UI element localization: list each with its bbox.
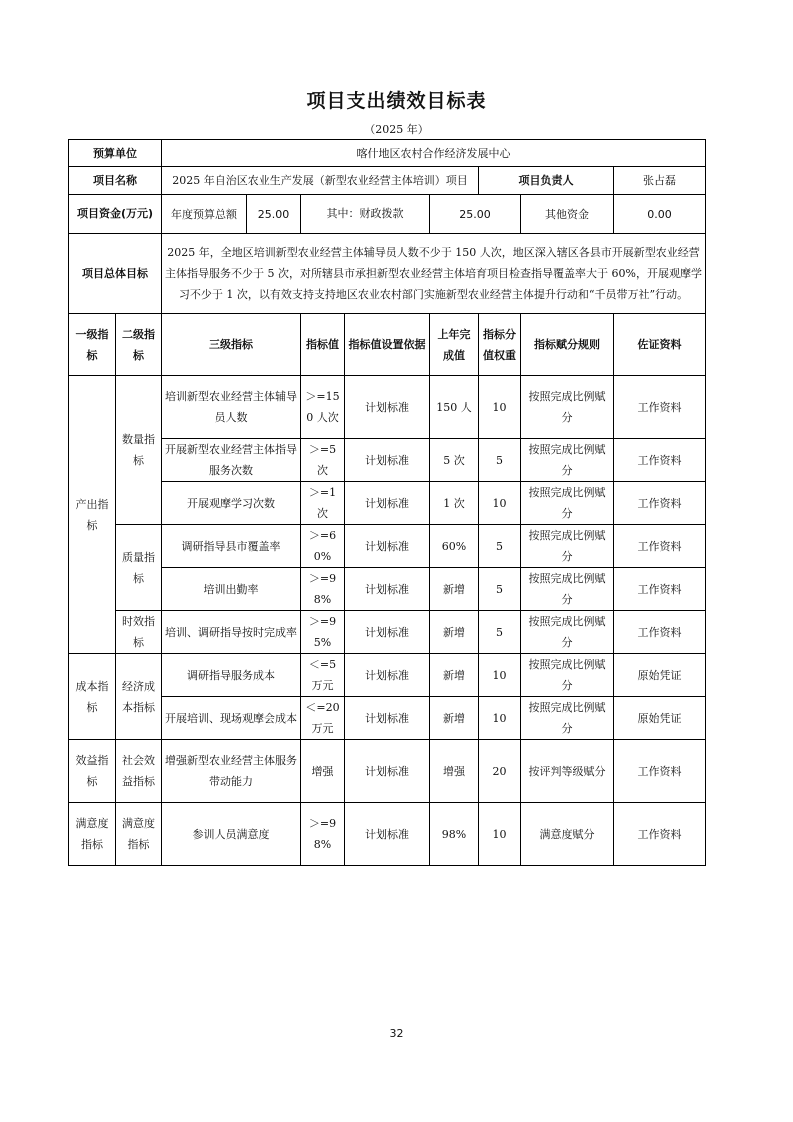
table-row bbox=[69, 439, 706, 482]
row-rule: 按照完成比例赋分 bbox=[521, 654, 614, 697]
row-prev: 新增 bbox=[430, 568, 479, 611]
col-weight: 指标分值权重 bbox=[479, 314, 521, 376]
group-economic-cost: 经济成本指标 bbox=[116, 654, 162, 740]
row-value: ＜=20 万元 bbox=[301, 697, 345, 740]
group-social-benefit: 社会效益指标 bbox=[116, 740, 162, 803]
col-basis: 指标值设置依据 bbox=[345, 314, 430, 376]
row-rule: 按评判等级赋分 bbox=[521, 740, 614, 803]
row-rule: 按照完成比例赋分 bbox=[521, 482, 614, 525]
fiscal-funds-label: 其中：财政拨款 bbox=[301, 195, 430, 234]
row-rule: 按照完成比例赋分 bbox=[521, 611, 614, 654]
row-prev: 新增 bbox=[430, 654, 479, 697]
group-timeliness: 时效指标 bbox=[116, 611, 162, 654]
row-weight: 10 bbox=[479, 376, 521, 439]
row-weight: 5 bbox=[479, 611, 521, 654]
performance-target-table bbox=[68, 139, 706, 866]
row-basis: 计划标准 bbox=[345, 803, 430, 866]
row-rule: 按照完成比例赋分 bbox=[521, 697, 614, 740]
row-evidence: 原始凭证 bbox=[614, 697, 706, 740]
group-output: 产出指标 bbox=[69, 376, 116, 654]
row-value: 增强 bbox=[301, 740, 345, 803]
row-value: ＞=150 人次 bbox=[301, 376, 345, 439]
row-value: ＞=98% bbox=[301, 803, 345, 866]
table-row bbox=[69, 611, 706, 654]
col-level1: 一级指标 bbox=[69, 314, 116, 376]
group-quality: 质量指标 bbox=[116, 525, 162, 611]
col-value: 指标值 bbox=[301, 314, 345, 376]
row-prev: 增强 bbox=[430, 740, 479, 803]
row-evidence: 工作资料 bbox=[614, 525, 706, 568]
row-evidence: 工作资料 bbox=[614, 376, 706, 439]
row-prev: 1 次 bbox=[430, 482, 479, 525]
other-funds-label: 其他资金 bbox=[521, 195, 614, 234]
col-rule: 指标赋分规则 bbox=[521, 314, 614, 376]
row-value: ＞=1 次 bbox=[301, 482, 345, 525]
row-evidence: 工作资料 bbox=[614, 611, 706, 654]
col-level2: 二级指标 bbox=[116, 314, 162, 376]
row-prev: 新增 bbox=[430, 611, 479, 654]
row-value: ＞=60% bbox=[301, 525, 345, 568]
project-owner-label: 项目负责人 bbox=[479, 167, 614, 195]
group-quantity: 数量指标 bbox=[116, 376, 162, 525]
row-indicator: 调研指导服务成本 bbox=[162, 654, 301, 697]
row-basis: 计划标准 bbox=[345, 740, 430, 803]
col-evidence: 佐证资料 bbox=[614, 314, 706, 376]
group-cost: 成本指标 bbox=[69, 654, 116, 740]
project-name-label: 项目名称 bbox=[69, 167, 162, 195]
project-funds-label: 项目资金(万元) bbox=[69, 195, 162, 234]
table-row bbox=[69, 482, 706, 525]
row-rule: 按照完成比例赋分 bbox=[521, 439, 614, 482]
fiscal-funds-value: 25.00 bbox=[430, 195, 521, 234]
page-number: 32 bbox=[389, 1027, 404, 1040]
row-basis: 计划标准 bbox=[345, 439, 430, 482]
annual-budget-value: 25.00 bbox=[246, 195, 300, 233]
year-label: （2025 年） bbox=[364, 123, 429, 136]
row-basis: 计划标准 bbox=[345, 697, 430, 740]
row-rule: 满意度赋分 bbox=[521, 803, 614, 866]
page-title: 项目支出绩效目标表 bbox=[306, 90, 487, 112]
row-indicator: 参训人员满意度 bbox=[162, 803, 301, 866]
row-indicator: 开展培训、现场观摩会成本 bbox=[162, 697, 301, 740]
col-prev: 上年完成值 bbox=[430, 314, 479, 376]
row-weight: 5 bbox=[479, 568, 521, 611]
row-value: ＞=95% bbox=[301, 611, 345, 654]
row-value: ＞=5 次 bbox=[301, 439, 345, 482]
row-weight: 10 bbox=[479, 697, 521, 740]
row-basis: 计划标准 bbox=[345, 525, 430, 568]
row-prev: 60% bbox=[430, 525, 479, 568]
overall-goal-text: 2025 年，全地区培训新型农业经营主体辅导员人数不少于 150 人次，地区深入辖区各县市开展新型农业经营主体指导服务不少于 5 次，对所辖县市承担新型农业经营主体培育项目检查指导覆盖率大于 60%，开展观摩学习不少于 1 次，以有效支持支持地区农业农村部门实施新型农业经营主体提升行动和“千员带万社”行动。 bbox=[162, 234, 706, 314]
budget-unit-value: 喀什地区农村合作经济发展中心 bbox=[162, 140, 706, 167]
annual-budget-label bbox=[162, 195, 301, 234]
table-row bbox=[69, 740, 706, 803]
project-owner-value: 张占磊 bbox=[614, 167, 706, 195]
row-rule: 按照完成比例赋分 bbox=[521, 525, 614, 568]
row-indicator: 增强新型农业经营主体服务带动能力 bbox=[162, 740, 301, 803]
group-satisfaction-sub: 满意度指标 bbox=[116, 803, 162, 866]
row-indicator: 培训、调研指导按时完成率 bbox=[162, 611, 301, 654]
other-funds-value: 0.00 bbox=[614, 195, 706, 234]
row-indicator: 培训新型农业经营主体辅导员人数 bbox=[162, 376, 301, 439]
row-rule: 按照完成比例赋分 bbox=[521, 376, 614, 439]
group-satisfaction: 满意度指标 bbox=[69, 803, 116, 866]
row-value: ＞=98% bbox=[301, 568, 345, 611]
table-row bbox=[69, 525, 706, 568]
row-indicator: 开展新型农业经营主体指导服务次数 bbox=[162, 439, 301, 482]
row-weight: 10 bbox=[479, 803, 521, 866]
group-benefit: 效益指标 bbox=[69, 740, 116, 803]
project-name-value: 2025 年自治区农业生产发展（新型农业经营主体培训）项目 bbox=[162, 167, 479, 195]
overall-goal-label: 项目总体目标 bbox=[69, 234, 162, 314]
row-evidence: 工作资料 bbox=[614, 439, 706, 482]
row-basis: 计划标准 bbox=[345, 611, 430, 654]
row-indicator: 调研指导县市覆盖率 bbox=[162, 525, 301, 568]
row-basis: 计划标准 bbox=[345, 376, 430, 439]
annual-budget-label-text: 年度预算总额 bbox=[171, 207, 237, 221]
row-basis: 计划标准 bbox=[345, 654, 430, 697]
row-evidence: 工作资料 bbox=[614, 740, 706, 803]
row-weight: 10 bbox=[479, 482, 521, 525]
row-evidence: 工作资料 bbox=[614, 482, 706, 525]
row-indicator: 开展观摩学习次数 bbox=[162, 482, 301, 525]
row-indicator: 培训出勤率 bbox=[162, 568, 301, 611]
row-basis: 计划标准 bbox=[345, 568, 430, 611]
row-prev: 5 次 bbox=[430, 439, 479, 482]
budget-unit-label: 预算单位 bbox=[69, 140, 162, 167]
row-weight: 5 bbox=[479, 439, 521, 482]
table-row bbox=[69, 654, 706, 697]
row-weight: 10 bbox=[479, 654, 521, 697]
table-row bbox=[69, 697, 706, 740]
row-prev: 150 人 bbox=[430, 376, 479, 439]
row-weight: 5 bbox=[479, 525, 521, 568]
table-row bbox=[69, 803, 706, 866]
row-evidence: 工作资料 bbox=[614, 803, 706, 866]
row-prev: 98% bbox=[430, 803, 479, 866]
table-row bbox=[69, 376, 706, 439]
table-row bbox=[69, 568, 706, 611]
row-evidence: 原始凭证 bbox=[614, 654, 706, 697]
row-evidence: 工作资料 bbox=[614, 568, 706, 611]
row-prev: 新增 bbox=[430, 697, 479, 740]
col-level3: 三级指标 bbox=[162, 314, 301, 376]
row-value: ＜=5 万元 bbox=[301, 654, 345, 697]
row-rule: 按照完成比例赋分 bbox=[521, 568, 614, 611]
row-basis: 计划标准 bbox=[345, 482, 430, 525]
row-weight: 20 bbox=[479, 740, 521, 803]
